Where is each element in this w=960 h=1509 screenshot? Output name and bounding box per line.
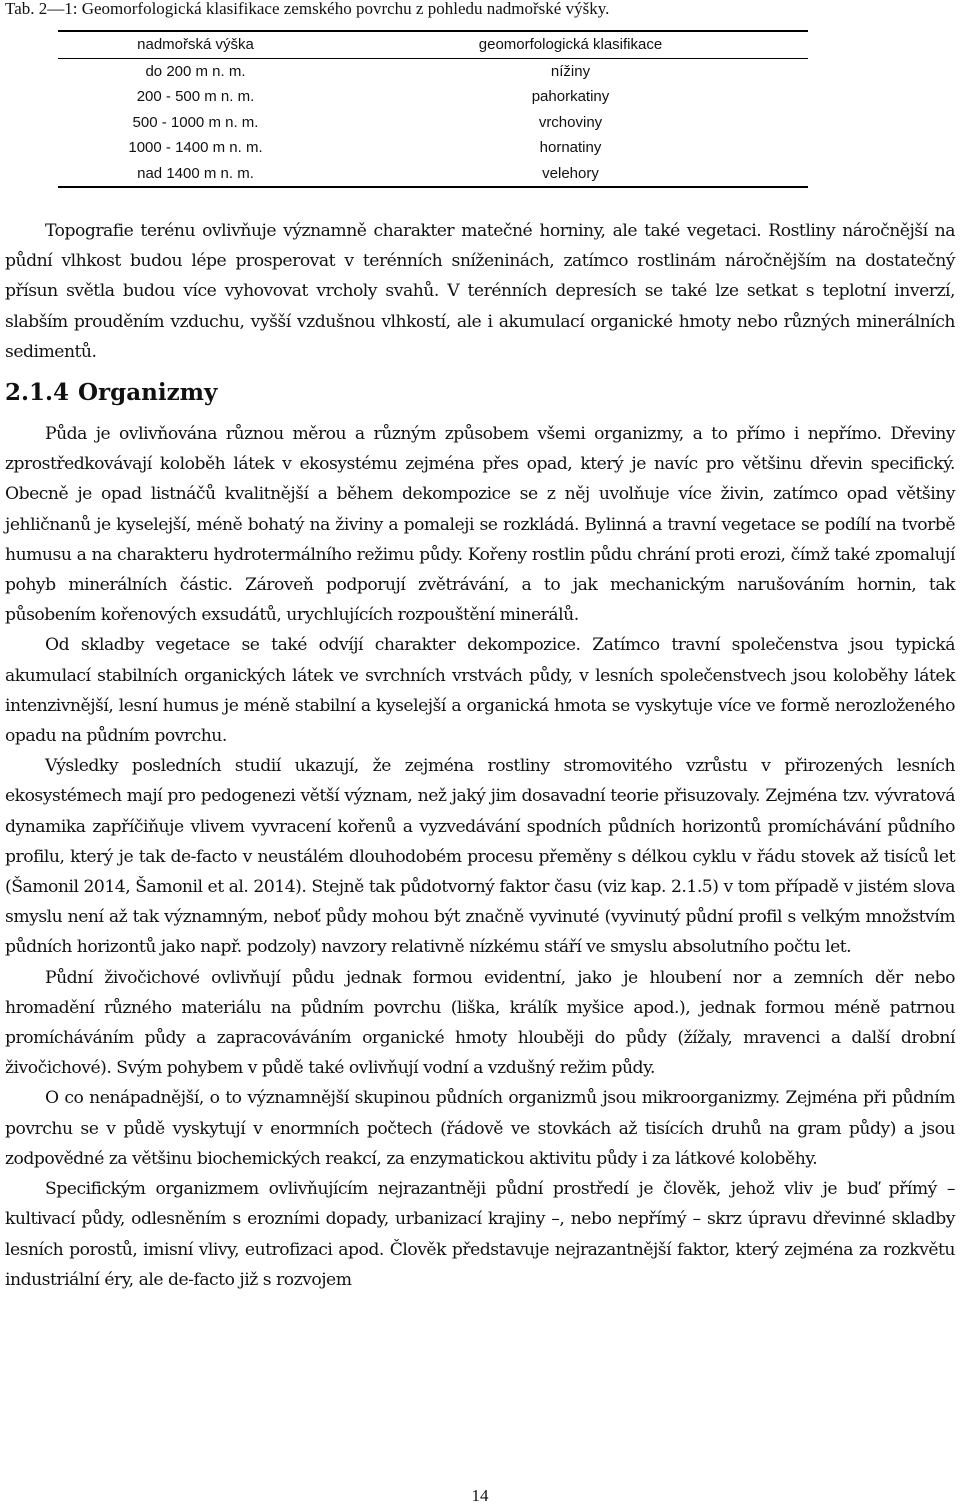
classification-cell: vrchoviny (538, 113, 603, 131)
elevation-cell: do 200 m n. m. (145, 62, 246, 80)
elevation-cell: 1000 - 1400 m n. m. (128, 139, 263, 157)
elevation-cell: nad 1400 m n. m. (137, 164, 254, 182)
page-number: 14 (471, 1486, 489, 1505)
section-title: Organizmy (78, 379, 218, 407)
paragraph: Od skladby vegetace se také odvíjí charakter dekompozice. Zatímco travní společenstva jsou typická akumulací stabilních organických látek ve svrchních vrstvách půdy, v lesních společenstvech jsou koloběhy látek intenzivnější, lesní humus je méně stabilní a kyselejší a organická hmota se vyskytuje více ve formě nerozloženého opadu na půdním povrchu. (5, 635, 955, 747)
paragraph: Topografie terénu ovlivňuje významně charakter matečné horniny, ale také vegetaci. Rostliny náročnější na půdní vlhkost budou lépe prosperovat v terénních sníženinách, zatímco rostlinám náročnějším na dostatečný přísun světla budou více vyhovovat vrcholy svahů. V terénních depresích se také lze setkat s teplotní inverzí, slabším prouděním vzduchu, vyšší vzdušnou vlhkostí, ale i akumulací organické hmoty nebo různých minerálních sedimentů. (5, 221, 955, 362)
section-heading (5, 376, 955, 410)
classification-cell: pahorkatiny (531, 88, 610, 106)
classification-cell: nížiny (550, 62, 591, 80)
column-header-elevation: nadmořská výška (137, 36, 254, 54)
paragraph: Půda je ovlivňována různou měrou a různým způsobem všemi organizmy, a to přímo i nepřímo. Dřeviny zprostředkovávají koloběh látek v ekosystému zejména přes opad, který je navíc pro většinu dřevin specifický. Obecně je opad listnáčů kvalitnější a během dekompozice se z něj uvolňuje více živin, zatímco opad většiny jehličnanů je kyselejší, méně bohatý na živiny a pomaleji se rozkládá. Bylinná a travní vegetace se podílí na tvorbě humusu a na charakteru hydrotermálního režimu půdy. Kořeny rostlin půdu chrání proti erozi, čímž také zpomalují pohyb minerálních částic. Zároveň podporují zvětrávání, a to jak mechanickým narušováním hornin, tak působením kořenových exsudátů, urychlujících rozpouštění minerálů. (5, 424, 955, 626)
section-number: 2.1.4 (5, 379, 70, 407)
paragraph: O co nenápadnější, o to významnější skupinou půdních organizmů jsou mikroorganizmy. Zejména při půdním povrchu se v půdě vyskytují v enormních počtech (řádově ve stovkách až tisících druhů na gram půdy) a jsou zodpovědné za většinu biochemických reakcí, za enzymatickou aktivitu půdy i za látkové koloběhy. (5, 1088, 955, 1169)
elevation-cell: 500 - 1000 m n. m. (132, 113, 259, 131)
paragraph: Specifickým organizmem ovlivňujícím nejrazantněji půdní prostředí je člověk, jehož vliv je buď přímý – kultivací půdy, odlesněním s erozními dopady, urbanizací krajiny –, nebo nepřímý – skrz úpravu dřevinné skladby lesních porostů, imisní vlivy, eutrofizaci apod. Člověk představuje nejrazantnější faktor, který zejména za rozkvětu industriální éry, ale de-facto již s rozvojem (5, 1179, 955, 1290)
table-caption: Tab. 2—1: Geomorfologická klasifikace zemského povrchu z pohledu nadmořské výšky. (5, 0, 610, 18)
column-header-classification: geomorfologická klasifikace (478, 36, 663, 54)
table-row (58, 58, 808, 84)
elevation-classification-table (58, 30, 808, 188)
table-row (58, 161, 808, 188)
elevation-cell: 200 - 500 m n. m. (136, 88, 255, 106)
paragraph: Výsledky posledních studií ukazují, že zejména rostliny stromovitého vzrůstu v přirozených lesních ekosystémech mají pro pedogenezi větší význam, než jaký jim dosavadní teorie přisuzovaly. Zejména tzv. vývratová dynamika zapříčiňuje vlivem vyvracení kořenů a vyzvedávání spodních půdních horizontů promíchávání půdního profilu, který je tak de-facto v neustálém dlouhodobém procesu přeměny s délkou cyklu v řádu stovek až tisíců let (Šamonil 2014, Šamonil et al. 2014). Stejně tak půdotvorný faktor času (viz kap. 2.1.5) v tom případě v jistém slova smyslu není až tak významným, neboť půdy mohou být značně vyvinuté (vyvinutý půdní profil s velkým množstvím půdních horizontů jako např. podzoly) navzory relativně nízkému stáří ve smyslu absolutního počtu let. (5, 756, 955, 958)
body-text (5, 216, 955, 1295)
table-row (58, 84, 808, 110)
table-row (58, 110, 808, 136)
paragraph: Půdní živočichové ovlivňují půdu jednak formou evidentní, jako je hloubení nor a zemních děr nebo hromadění různého materiálu na půdním povrchu (liška, králík myšice apod.), jednak formou méně patrnou promícháváním půdy a zapracováváním organické hmoty hlouběji do půdy (žížaly, mravenci a další drobní živočichové). Svým pohybem v půdě také ovlivňují vodní a vzdušný režim půdy. (5, 967, 955, 1079)
table-row (58, 135, 808, 161)
classification-cell: hornatiny (539, 139, 602, 157)
classification-cell: velehory (542, 164, 599, 182)
table-header-row (58, 31, 808, 58)
